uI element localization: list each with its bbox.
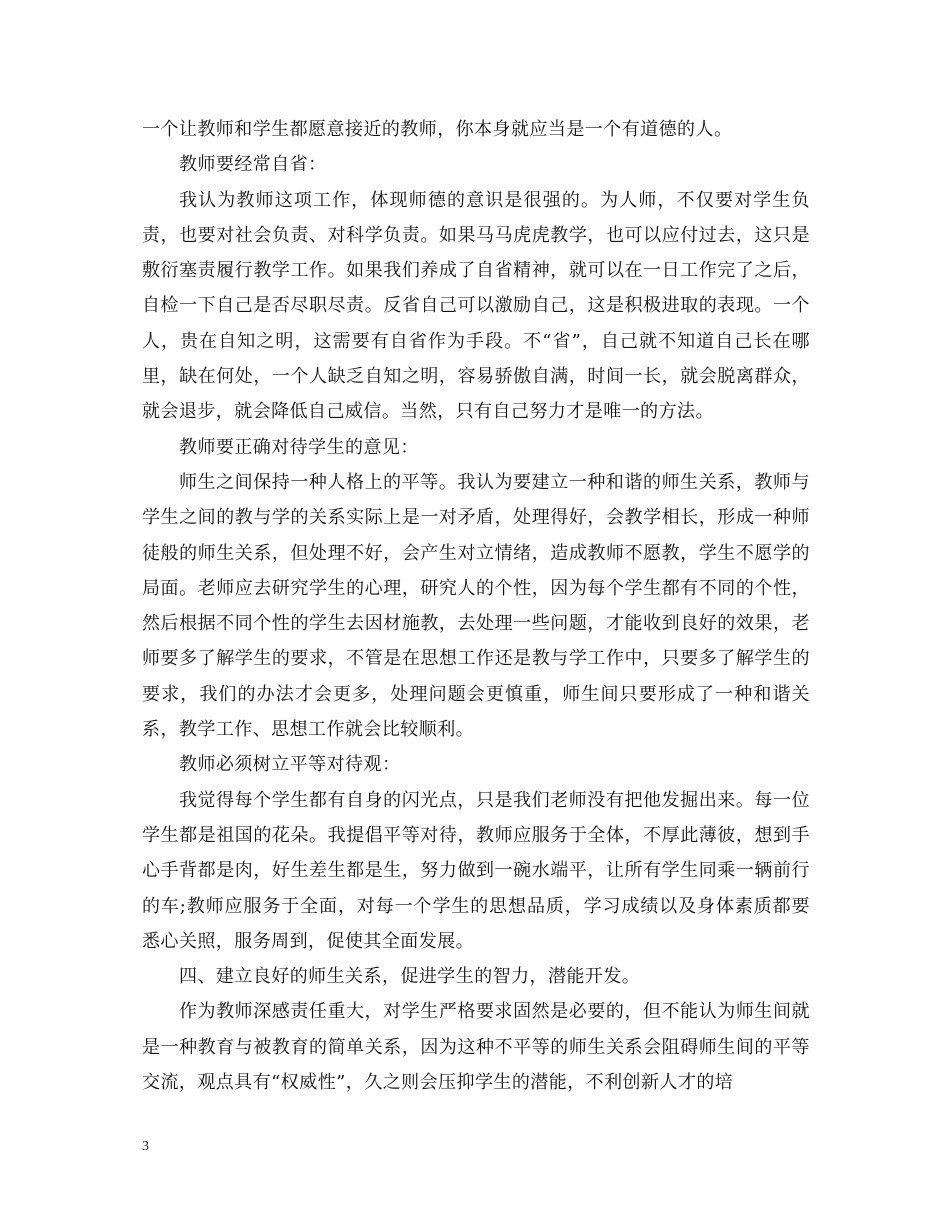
paragraph-continuation: 一个让教师和学生都愿意接近的教师，你本身就应当是一个有道德的人。 bbox=[142, 119, 733, 140]
heading-self-reflection: 教师要经常自省： bbox=[179, 154, 327, 176]
document-body bbox=[142, 112, 810, 1100]
heading-equal-treatment: 教师必须树立平等对待观： bbox=[179, 754, 401, 776]
page-number: 3 bbox=[142, 1139, 149, 1154]
paragraph-student-opinions: 师生之间保持一种人格上的平等。我认为要建立一种和谐的师生关系，教师与学生之间的教与学的关系实际上是一对矛盾，处理得好，会教学相长，形成一种师徒般的师生关系，但处理不好，会产生对立情绪，造成教师不愿教，学生不愿学的局面。老师应去研究学生的心理，研究人的个性，因为每个学生都有不同的个性，然后根据不同个性的学生去因材施教，去处理一些问题，才能收到良好的效果，老师要多了解学生的要求，不管是在思想工作还是教与学工作中，只要多了解学生的要求，我们的办法才会更多，处理问题会更慎重，师生间只要形成了一种和谐关系，教学工作、思想工作就会比较顺利。 bbox=[142, 471, 810, 741]
heading-student-opinions: 教师要正确对待学生的意见： bbox=[179, 436, 419, 458]
paragraph-section-four: 作为教师深感责任重大，对学生严格要求固然是必要的，但不能认为师生间就是一种教育与被教育的简单关系，因为这种不平等的师生关系会阻碍师生间的平等交流，观点具有“权威性”，久之则会压抑学生的潜能，不利创新人才的培 bbox=[142, 1001, 810, 1094]
paragraph-equal-treatment: 我觉得每个学生都有自身的闪光点，只是我们老师没有把他发掘出来。每一位学生都是祖国的花朵。我提倡平等对待，教师应服务于全体，不厚此薄彼，想到手心手背都是肉，好生差生都是生，努力做到一碗水端平，让所有学生同乘一辆前行的车;教师应服务于全面，对每一个学生的思想品质，学习成绩以及身体素质都要悉心关照，服务周到，促使其全面发展。 bbox=[142, 789, 810, 952]
heading-section-four: 四、建立良好的师生关系，促进学生的智力，潜能开发。 bbox=[179, 966, 641, 988]
paragraph-self-reflection: 我认为教师这项工作，体现师德的意识是很强的。为人师，不仅要对学生负责，也要对社会负责、对科学负责。如果马马虎虎教学，也可以应付过去，这只是敷衍塞责履行教学工作。如果我们养成了自省精神，就可以在一日工作完了之后，自检一下自己是否尽职尽责。反省自己可以激励自己，这是积极进取的表现。一个人，贵在自知之明，这需要有自省作为手段。不“省”，自己就不知道自己长在哪里，缺在何处，一个人缺乏自知之明，容易骄傲自满，时间一长，就会脱离群众，就会退步，就会降低自己威信。当然，只有自己努力才是唯一的方法。 bbox=[142, 189, 810, 423]
